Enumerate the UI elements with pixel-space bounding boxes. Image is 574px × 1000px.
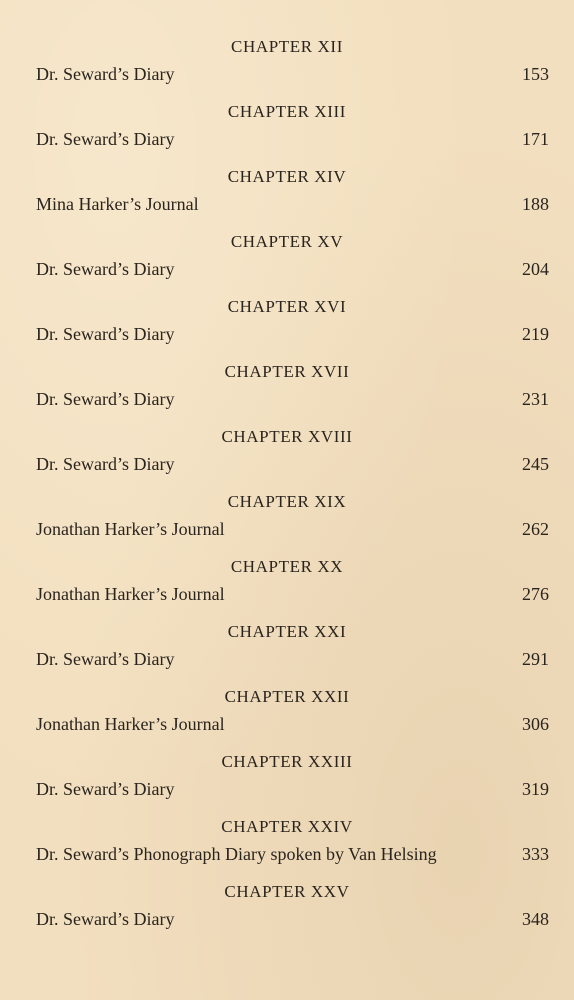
page-number: 231 [522,389,549,409]
toc-entry [0,101,574,167]
page-number: 306 [522,714,549,734]
chapter-title: Dr. Seward’s Diary [36,129,175,149]
chapter-title: Dr. Seward’s Diary [36,259,175,279]
toc-entry-row [36,906,549,932]
page-number: 319 [522,779,549,799]
toc-entry [0,231,574,297]
toc-entry-row [36,126,549,152]
toc-entry [0,296,574,362]
toc-entry-row [36,191,549,217]
chapter-heading: CHAPTER XXII [224,687,350,706]
toc-entry [0,881,574,947]
chapter-heading: CHAPTER XXIII [221,752,353,771]
chapter-heading: CHAPTER XIII [227,102,347,121]
page-number: 204 [522,259,549,279]
page-number: 348 [522,909,549,929]
toc-entry [0,686,574,752]
chapter-heading: CHAPTER XVII [224,362,350,381]
chapter-title: Dr. Seward’s Diary [36,779,175,799]
toc-entry [0,816,574,882]
chapter-heading: CHAPTER XVIII [221,427,353,446]
chapter-title: Dr. Seward’s Diary [36,64,175,84]
chapter-heading: CHAPTER XIV [227,167,347,186]
toc-entry [0,556,574,622]
page-number: 153 [522,64,549,84]
toc-entry [0,166,574,232]
page-number: 219 [522,324,549,344]
chapter-heading: CHAPTER XX [230,557,344,576]
chapter-title: Dr. Seward’s Phonograph Diary spoken by Van Helsing [36,844,437,864]
toc-entry-row [36,451,549,477]
chapter-title: Dr. Seward’s Diary [36,649,175,669]
toc-entry-row [36,646,549,672]
toc-entry-row [36,321,549,347]
toc-entry [0,426,574,492]
page-number: 291 [522,649,549,669]
page-number: 171 [522,129,549,149]
page-number: 333 [522,844,549,864]
toc-entry [0,751,574,817]
chapter-heading: CHAPTER XXI [227,622,347,641]
chapter-title: Jonathan Harker’s Journal [36,584,225,604]
chapter-heading: CHAPTER XXV [224,882,350,901]
chapter-title: Jonathan Harker’s Journal [36,519,225,539]
chapter-heading: CHAPTER XIX [227,492,347,511]
page-number: 276 [522,584,549,604]
page-number: 262 [522,519,549,539]
toc-entry-row [36,256,549,282]
page-number: 188 [522,194,549,214]
chapter-title: Mina Harker’s Journal [36,194,199,214]
toc-entry-row [36,516,549,542]
toc-entry-row [36,581,549,607]
chapter-title: Jonathan Harker’s Journal [36,714,225,734]
toc-entry-row [36,776,549,802]
toc-entry-row [36,386,549,412]
toc-entry [0,36,574,102]
chapter-heading: CHAPTER XII [231,37,343,56]
toc-entry-row [36,711,549,737]
toc-entry-row [36,61,549,87]
toc-entry [0,361,574,427]
chapter-title: Dr. Seward’s Diary [36,454,175,474]
chapter-heading: CHAPTER XV [230,232,344,251]
page-number: 245 [522,454,549,474]
chapter-heading: CHAPTER XVI [227,297,347,316]
chapter-title: Dr. Seward’s Diary [36,324,175,344]
chapter-title: Dr. Seward’s Diary [36,389,175,409]
chapter-heading: CHAPTER XXIV [221,817,353,836]
toc-entry [0,491,574,557]
toc-entry-row [36,841,549,867]
chapter-title: Dr. Seward’s Diary [36,909,175,929]
toc-entry [0,621,574,687]
